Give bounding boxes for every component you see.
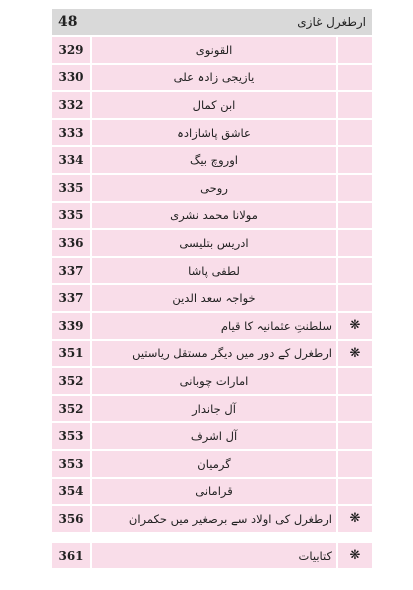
- toc-row: [52, 91, 372, 119]
- section-marker: [337, 229, 372, 257]
- toc-row: [52, 450, 372, 478]
- entry-title: مولانا محمد نشری: [91, 202, 337, 230]
- toc-row: [52, 312, 372, 340]
- section-marker: [337, 146, 372, 174]
- page-number-cell: 352: [52, 367, 91, 395]
- section-marker: [337, 422, 372, 450]
- entry-title: ابن کمال: [91, 91, 337, 119]
- entry-title: ادریس بتلیسی: [91, 229, 337, 257]
- section-marker: [337, 202, 372, 230]
- page-number-cell: 354: [52, 478, 91, 506]
- entry-title: گرمیان: [91, 450, 337, 478]
- toc-row: [52, 284, 372, 312]
- section-marker: [337, 119, 372, 147]
- page-number-cell: 334: [52, 146, 91, 174]
- page-header: [52, 9, 372, 35]
- section-marker: [337, 395, 372, 423]
- toc-row: [52, 395, 372, 423]
- entry-title: ارطغرل کے دور میں دیگر مستقل ریاستیں: [91, 340, 337, 368]
- page-number-cell: 352: [52, 395, 91, 423]
- toc-row: [52, 37, 372, 64]
- toc-row: [52, 229, 372, 257]
- toc-row: [52, 340, 372, 368]
- entry-title: امارات چوبانی: [91, 367, 337, 395]
- book-title: ارطغرل غازی: [297, 15, 366, 29]
- entry-title: روحی: [91, 174, 337, 202]
- page-number-cell: 337: [52, 284, 91, 312]
- page-number-cell: 337: [52, 257, 91, 285]
- toc-row: [52, 367, 372, 395]
- page-number-cell: 336: [52, 229, 91, 257]
- entry-title: آل جاندار: [91, 395, 337, 423]
- entry-title: کتابیات: [91, 543, 337, 568]
- table-of-contents: [52, 37, 372, 534]
- page-number-cell: 361: [52, 543, 91, 568]
- entry-title: اوروچ بیگ: [91, 146, 337, 174]
- page-number-cell: 329: [52, 37, 91, 64]
- page-number-cell: 353: [52, 422, 91, 450]
- section-marker: [337, 37, 372, 64]
- entry-title: آل اشرف: [91, 422, 337, 450]
- toc-row: [52, 146, 372, 174]
- entry-title: لطفی پاشا: [91, 257, 337, 285]
- toc-row: [52, 64, 372, 92]
- section-marker: [337, 174, 372, 202]
- section-marker: [337, 64, 372, 92]
- section-marker: [337, 450, 372, 478]
- section-marker: [337, 478, 372, 506]
- section-marker: ❋: [337, 543, 372, 568]
- page-number-cell: 353: [52, 450, 91, 478]
- toc-row: [52, 543, 372, 568]
- toc-row: [52, 257, 372, 285]
- section-marker: [337, 284, 372, 312]
- page-number-cell: 332: [52, 91, 91, 119]
- section-marker: [337, 91, 372, 119]
- entry-title: سلطنتِ عثمانیہ کا قیام: [91, 312, 337, 340]
- entry-title: قرامانی: [91, 478, 337, 506]
- page-number-cell: 333: [52, 119, 91, 147]
- entry-title: یازیجی زادہ علی: [91, 64, 337, 92]
- page-number-cell: 335: [52, 174, 91, 202]
- section-marker: [337, 367, 372, 395]
- section-marker: ❋: [337, 505, 372, 533]
- toc-row: [52, 174, 372, 202]
- toc-row: [52, 202, 372, 230]
- bibliography-entry: [52, 543, 372, 568]
- entry-title: عاشق پاشازادہ: [91, 119, 337, 147]
- page-number-cell: 330: [52, 64, 91, 92]
- toc-row: [52, 119, 372, 147]
- entry-title: ارطغرل کی اولاد سے برصغیر میں حکمران: [91, 505, 337, 533]
- toc-row: [52, 478, 372, 506]
- toc-row: [52, 505, 372, 533]
- page-number: 48: [58, 14, 78, 30]
- entry-title: القونوی: [91, 37, 337, 64]
- section-marker: ❋: [337, 312, 372, 340]
- section-marker: ❋: [337, 340, 372, 368]
- page-number-cell: 335: [52, 202, 91, 230]
- entry-title: خواجہ سعد الدین: [91, 284, 337, 312]
- toc-row: [52, 422, 372, 450]
- page-number-cell: 339: [52, 312, 91, 340]
- page-number-cell: 351: [52, 340, 91, 368]
- page-number-cell: 356: [52, 505, 91, 533]
- section-marker: [337, 257, 372, 285]
